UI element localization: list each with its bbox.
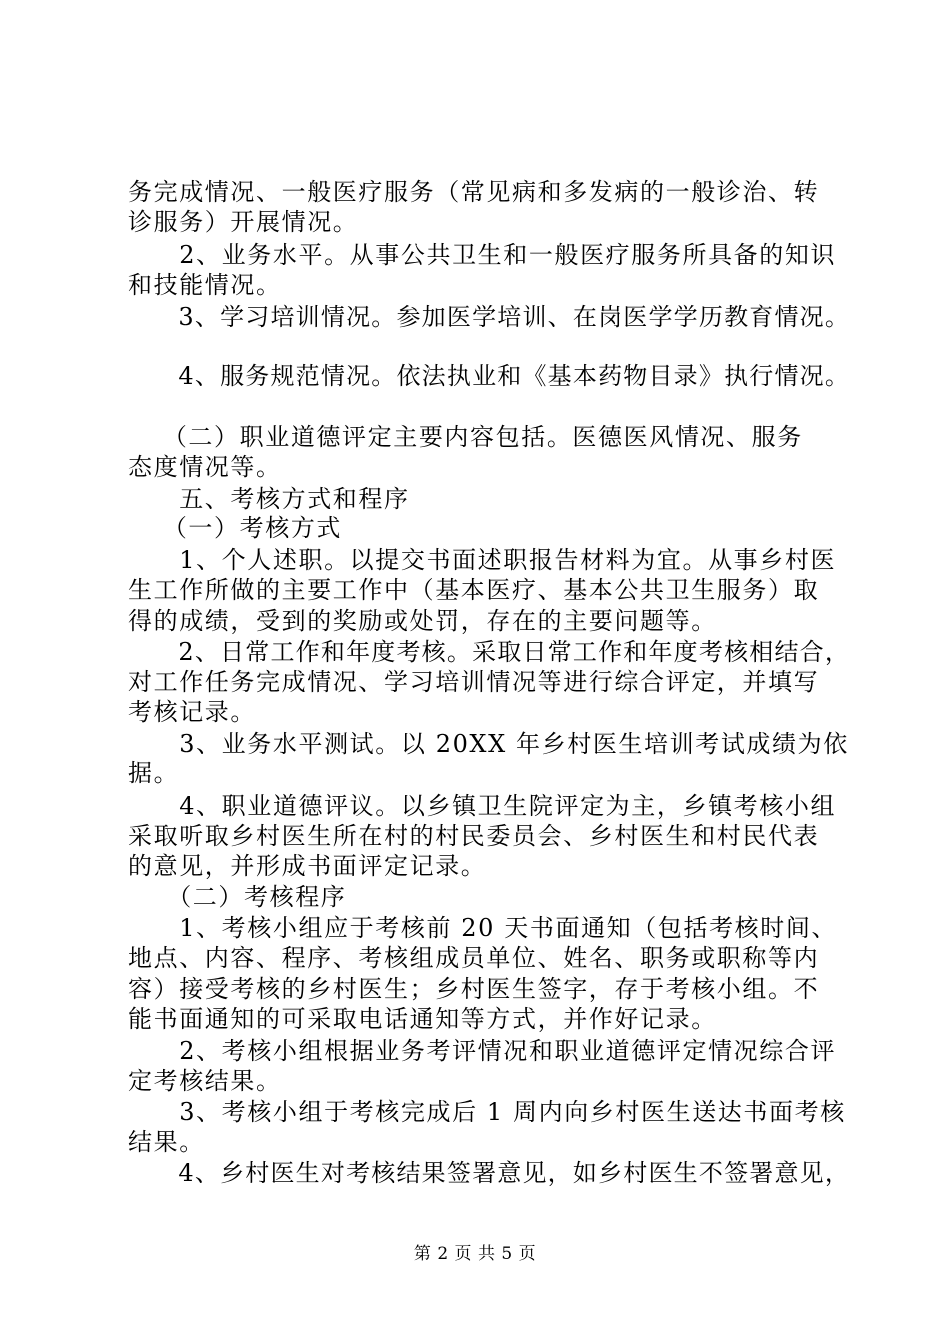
paragraph-line: 容）接受考核的乡村医生；乡村医生签字，存于考核小组。不 xyxy=(128,975,820,1003)
paragraph-line: 3、考核小组于考核完成后 1 周内向乡村医生送达书面考核 xyxy=(128,1098,846,1126)
paragraph-line: 2、业务水平。从事公共卫生和一般医疗服务所具备的知识 xyxy=(128,241,837,269)
paragraph-line: 能书面通知的可采取电话通知等方式，并作好记录。 xyxy=(128,1005,717,1033)
paragraph-line: 3、学习培训情况。参加医学培训、在岗医学学历教育情况。 xyxy=(128,303,851,331)
paragraph-line: 对工作任务完成情况、学习培训情况等进行综合评定，并填写 xyxy=(128,668,820,696)
paragraph-line: 地点、内容、程序、考核组成员单位、姓名、职务或职称等内 xyxy=(128,944,820,972)
paragraph-line: 的意见，并形成书面评定记录。 xyxy=(128,852,487,880)
paragraph-line: 生工作所做的主要工作中（基本医疗、基本公共卫生服务）取 xyxy=(128,576,820,604)
paragraph-line: 4、服务规范情况。依法执业和《基本药物目录》执行情况。 xyxy=(128,362,851,390)
paragraph-line: 定考核结果。 xyxy=(128,1067,282,1095)
paragraph-line: 和技能情况。 xyxy=(128,271,282,299)
paragraph-line: 诊服务）开展情况。 xyxy=(128,208,359,236)
paragraph-line: 4、职业道德评议。以乡镇卫生院评定为主，乡镇考核小组 xyxy=(128,792,837,820)
paragraph-line: 务完成情况、一般医疗服务（常见病和多发病的一般诊治、转 xyxy=(128,178,820,206)
paragraph-line: 采取听取乡村医生所在村的村民委员会、乡村医生和村民代表 xyxy=(128,822,820,850)
page-number-footer: 第 2 页 共 5 页 xyxy=(413,1244,537,1264)
paragraph-line: 1、考核小组应于考核前 20 天书面通知（包括考核时间、 xyxy=(128,914,838,942)
paragraph-line: 4、乡村医生对考核结果签署意见，如乡村医生不签署意见， xyxy=(128,1159,851,1187)
subsection-heading: （一）考核方式 xyxy=(128,514,343,542)
paragraph-line: 态度情况等。 xyxy=(128,453,282,481)
paragraph-line: 得的成绩，受到的奖励或处罚，存在的主要问题等。 xyxy=(128,607,717,635)
paragraph-line: 2、考核小组根据业务考评情况和职业道德评定情况综合评 xyxy=(128,1037,837,1065)
paragraph-line: 3、业务水平测试。以 20XX 年乡村医生培训考试成绩为依 xyxy=(128,730,849,758)
paragraph-line: 考核记录。 xyxy=(128,698,256,726)
paragraph-line: （二）职业道德评定主要内容包括。医德医风情况、服务 xyxy=(128,423,803,451)
paragraph-line: 结果。 xyxy=(128,1128,205,1156)
paragraph-line: 2、日常工作和年度考核。采取日常工作和年度考核相结合， xyxy=(128,638,851,666)
paragraph-line: 1、个人述职。以提交书面述职报告材料为宜。从事乡村医 xyxy=(128,546,837,574)
section-heading: 五、考核方式和程序 xyxy=(128,485,410,513)
subsection-heading: （二）考核程序 xyxy=(128,883,347,911)
paragraph-line: 据。 xyxy=(128,759,180,787)
